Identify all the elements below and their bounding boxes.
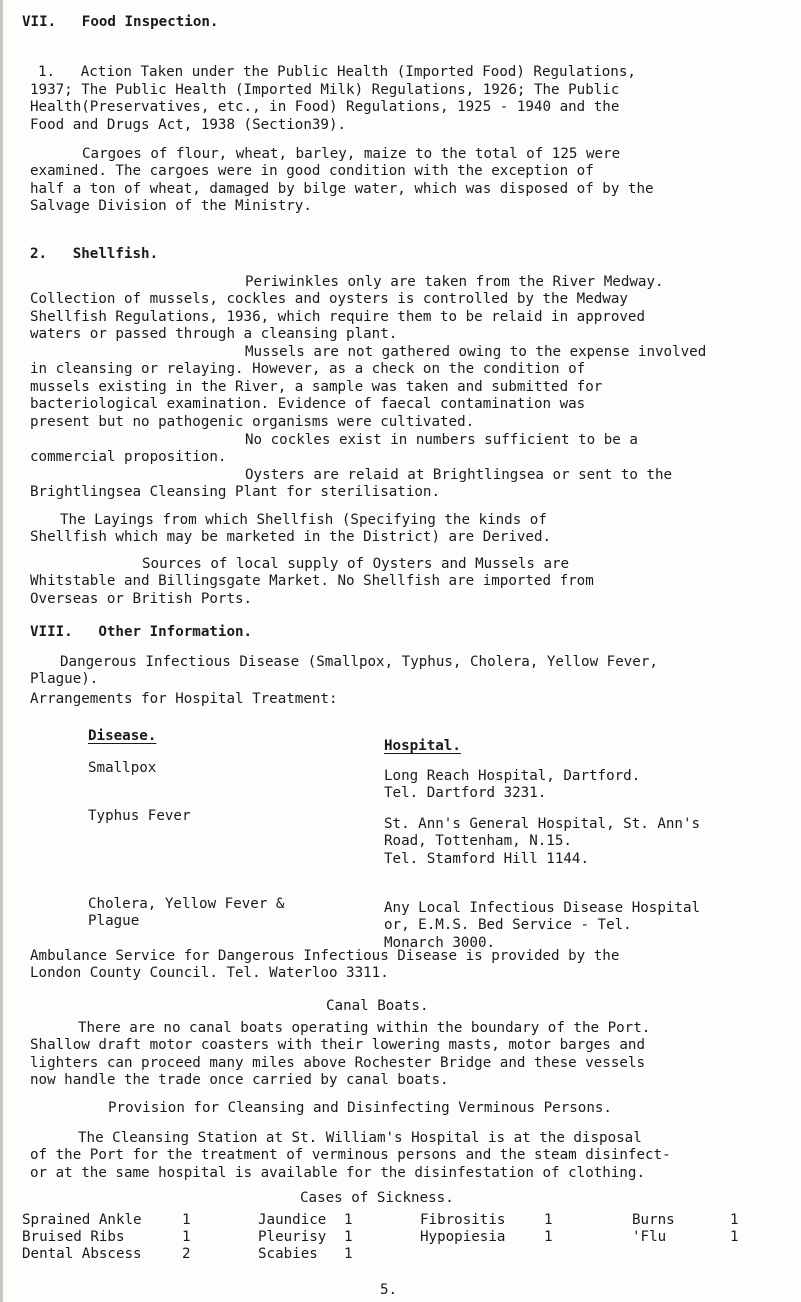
disease-row-cholera: Cholera, Yellow Fever & Plague bbox=[88, 896, 285, 930]
sickness-count: 1 bbox=[344, 1246, 353, 1262]
sickness-item: Pleurisy bbox=[258, 1229, 327, 1245]
dangerous-disease-paragraph: Dangerous Infectious Disease (Smallpox, Typhus, Cholera, Yellow Fever, Plague). bbox=[30, 654, 658, 688]
sickness-item: Dental Abscess bbox=[22, 1246, 142, 1262]
shellfish-paragraph-2: Mussels are not gathered owing to the expense involved in cleansing or relaying. However, as a check on the condition of mussels existing in the River, a sample was taken and submitted for bacteriological examination. Evidence of faecal contamination was present but no pathogenic organisms were cultivated. bbox=[30, 344, 707, 430]
sickness-item: Hypopiesia bbox=[420, 1229, 506, 1245]
item-1-body: 1937; The Public Health (Imported Milk) Regulations, 1926; The Public Health(Preservatives, etc., in Food) Regulations, 1925 - 1940 and the Food and Drugs Act, 1938 (Section39). bbox=[30, 82, 620, 133]
disease-column-header: Disease. bbox=[88, 728, 157, 744]
sickness-count: 2 bbox=[182, 1246, 191, 1262]
canal-boats-paragraph: There are no canal boats operating within the boundary of the Port. Shallow draft motor coasters with their lowering masts, motor barges and lighters can proceed many miles above Rochester Bridge and these vessels now handle the trade once carried by canal boats. bbox=[30, 1020, 651, 1089]
canal-boats-heading: Canal Boats. bbox=[326, 998, 429, 1014]
sickness-item: Sprained Ankle bbox=[22, 1212, 142, 1228]
hospital-row-typhus: St. Ann's General Hospital, St. Ann's Road, Tottenham, N.15. Tel. Stamford Hill 1144. bbox=[384, 816, 701, 867]
scan-edge bbox=[0, 0, 3, 1302]
cases-of-sickness-heading: Cases of Sickness. bbox=[300, 1190, 454, 1206]
disease-row-typhus: Typhus Fever bbox=[88, 808, 191, 824]
sickness-item: Scabies bbox=[258, 1246, 318, 1262]
sickness-item: 'Flu bbox=[632, 1229, 667, 1245]
cargoes-paragraph: Cargoes of flour, wheat, barley, maize to the total of 125 were examined. The cargoes were in good condition with the exception of half a ton of wheat, damaged by bilge water, which was disposed of by the Salvage Division of the Ministry. bbox=[30, 146, 654, 215]
sickness-count: 1 bbox=[182, 1229, 191, 1245]
sickness-item: Bruised Ribs bbox=[22, 1229, 125, 1245]
sickness-item: Fibrositis bbox=[420, 1212, 506, 1228]
sickness-item: Burns bbox=[632, 1212, 675, 1228]
shellfish-paragraph-4: Oysters are relaid at Brightlingsea or sent to the Brightlingsea Cleansing Plant for sterilisation. bbox=[30, 467, 673, 501]
sickness-count: 1 bbox=[344, 1212, 353, 1228]
shellfish-paragraph-1: Periwinkles only are taken from the River Medway. Collection of mussels, cockles and oysters is controlled by the Medway Shellfish Regulations, 1936, which require them to be relaid in approved waters or passed through a cleansing plant. bbox=[30, 274, 664, 343]
page-number: 5. bbox=[380, 1282, 398, 1298]
shellfish-paragraph-3: No cockles exist in numbers sufficient to be a commercial proposition. bbox=[30, 432, 638, 466]
item-1-heading: 1. Action Taken under the Public Health (Imported Food) Regulations, bbox=[38, 64, 636, 80]
sickness-count: 1 bbox=[730, 1229, 739, 1245]
section-vii-heading: VII. Food Inspection. bbox=[22, 14, 219, 30]
sources-paragraph: Sources of local supply of Oysters and Mussels are Whitstable and Billingsgate Market. No Shellfish are imported from Overseas or British Ports. bbox=[30, 556, 594, 607]
sickness-count: 1 bbox=[344, 1229, 353, 1245]
sickness-count: 1 bbox=[182, 1212, 191, 1228]
hospital-column-header: Hospital. bbox=[384, 738, 461, 754]
sickness-item: Jaundice bbox=[258, 1212, 327, 1228]
hospital-row-smallpox: Long Reach Hospital, Dartford. Tel. Dartford 3231. bbox=[384, 768, 641, 802]
item-2-heading: 2. Shellfish. bbox=[30, 246, 159, 262]
sickness-count: 1 bbox=[544, 1212, 553, 1228]
hospital-row-cholera: Any Local Infectious Disease Hospital or, E.M.S. Bed Service - Tel. Monarch 3000. bbox=[384, 900, 701, 951]
arrangements-line: Arrangements for Hospital Treatment: bbox=[30, 691, 338, 707]
provision-heading: Provision for Cleansing and Disinfecting Verminous Persons. bbox=[108, 1100, 612, 1116]
disease-row-smallpox: Smallpox bbox=[88, 760, 157, 776]
layings-paragraph: The Layings from which Shellfish (Specifying the kinds of Shellfish which may be marketed in the District) are Derived. bbox=[30, 512, 552, 546]
section-viii-heading: VIII. Other Information. bbox=[30, 624, 253, 640]
provision-paragraph: The Cleansing Station at St. William's Hospital is at the disposal of the Port for the treatment of verminous persons and the steam disinfect- or at the same hospital is available for the disinfestation of clothing. bbox=[30, 1130, 671, 1181]
ambulance-paragraph: Ambulance Service for Dangerous Infectious Disease is provided by the London County Council. Tel. Waterloo 3311. bbox=[30, 948, 620, 982]
sickness-count: 1 bbox=[730, 1212, 739, 1228]
sickness-count: 1 bbox=[544, 1229, 553, 1245]
